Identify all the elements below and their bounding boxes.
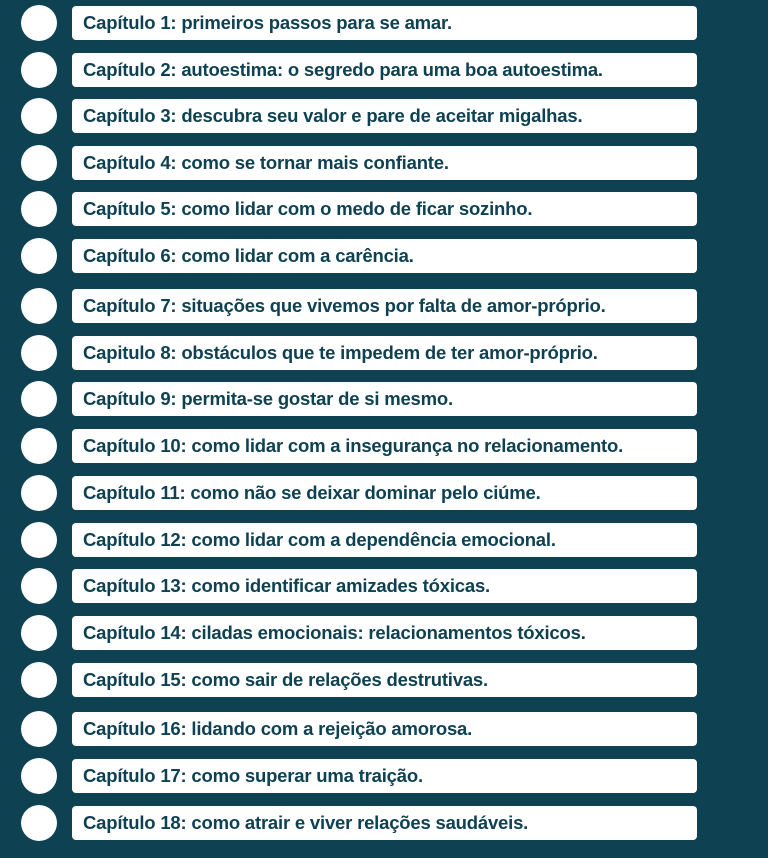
chapter-title: Capitulo 8: obstáculos que te impedem de ter amor-próprio.: [83, 342, 598, 363]
chapter-title: Capítulo 3: descubra seu valor e pare de aceitar migalhas.: [83, 105, 583, 126]
chapter-pill: [72, 429, 697, 463]
chapter-row-9: [0, 381, 768, 417]
chapter-pill: [72, 663, 697, 697]
chapter-title: Capítulo 18: como atrair e viver relações saudáveis.: [83, 812, 529, 833]
bullet-circle: [21, 711, 57, 747]
chapter-title: Capítulo 7: situações que vivemos por falta de amor-próprio.: [83, 295, 606, 316]
chapter-row-5: [0, 191, 768, 227]
chapter-title: Capítulo 11: como não se deixar dominar pelo ciúme.: [83, 482, 541, 503]
bullet-circle: [21, 662, 57, 698]
bullet-circle: [21, 615, 57, 651]
chapter-row-14: [0, 615, 768, 651]
chapter-row-3: [0, 98, 768, 134]
chapter-title: Capítulo 2: autoestima: o segredo para uma boa autoestima.: [83, 59, 603, 80]
bullet-circle: [21, 475, 57, 511]
chapter-pill: [72, 712, 697, 746]
bullet-circle: [21, 238, 57, 274]
chapter-title: Capítulo 13: como identificar amizades tóxicas.: [83, 575, 490, 596]
chapter-pill: [72, 6, 697, 40]
chapter-pill: [72, 289, 697, 323]
chapter-title: Capítulo 10: como lidar com a insegurança no relacionamento.: [83, 435, 624, 456]
chapter-row-8: [0, 335, 768, 371]
bullet-circle: [21, 5, 57, 41]
chapter-row-1: [0, 5, 768, 41]
chapter-pill: [72, 616, 697, 650]
bullet-circle: [21, 381, 57, 417]
chapter-pill: [72, 146, 697, 180]
chapter-pill: [72, 99, 697, 133]
bullet-circle: [21, 335, 57, 371]
chapter-title: Capítulo 1: primeiros passos para se amar.: [83, 12, 452, 33]
chapter-title: Capítulo 12: como lidar com a dependência emocional.: [83, 529, 556, 550]
chapter-row-7: [0, 288, 768, 324]
chapter-pill: [72, 759, 697, 793]
bullet-circle: [21, 191, 57, 227]
chapter-row-15: [0, 662, 768, 698]
bullet-circle: [21, 288, 57, 324]
bullet-circle: [21, 522, 57, 558]
bullet-circle: [21, 98, 57, 134]
chapter-row-13: [0, 568, 768, 604]
chapter-pill: [72, 382, 697, 416]
chapter-title: Capítulo 4: como se tornar mais confiante.: [83, 152, 449, 173]
chapter-title: Capítulo 9: permita-se gostar de si mesmo.: [83, 388, 453, 409]
chapter-pill: [72, 192, 697, 226]
chapter-row-6: [0, 238, 768, 274]
chapter-row-11: [0, 475, 768, 511]
chapter-title: Capítulo 17: como superar uma traição.: [83, 765, 423, 786]
chapter-row-16: [0, 711, 768, 747]
chapter-row-18: [0, 805, 768, 841]
bullet-circle: [21, 568, 57, 604]
chapter-pill: [72, 523, 697, 557]
bullet-circle: [21, 805, 57, 841]
chapter-pill: [72, 239, 697, 273]
bullet-circle: [21, 758, 57, 794]
chapter-title: Capítulo 15: como sair de relações destrutivas.: [83, 669, 488, 690]
bullet-circle: [21, 428, 57, 464]
chapter-pill: [72, 53, 697, 87]
chapter-row-4: [0, 145, 768, 181]
chapter-title: Capítulo 14: ciladas emocionais: relacionamentos tóxicos.: [83, 622, 586, 643]
bullet-circle: [21, 52, 57, 88]
chapter-pill: [72, 569, 697, 603]
bullet-circle: [21, 145, 57, 181]
chapter-title: Capítulo 16: lidando com a rejeição amorosa.: [83, 718, 473, 739]
chapter-pill: [72, 476, 697, 510]
chapter-row-17: [0, 758, 768, 794]
chapter-title: Capítulo 6: como lidar com a carência.: [83, 245, 414, 266]
chapter-title: Capítulo 5: como lidar com o medo de ficar sozinho.: [83, 198, 533, 219]
chapter-pill: [72, 336, 697, 370]
chapter-row-12: [0, 522, 768, 558]
chapter-pill: [72, 806, 697, 840]
chapter-row-10: [0, 428, 768, 464]
chapter-row-2: [0, 52, 768, 88]
